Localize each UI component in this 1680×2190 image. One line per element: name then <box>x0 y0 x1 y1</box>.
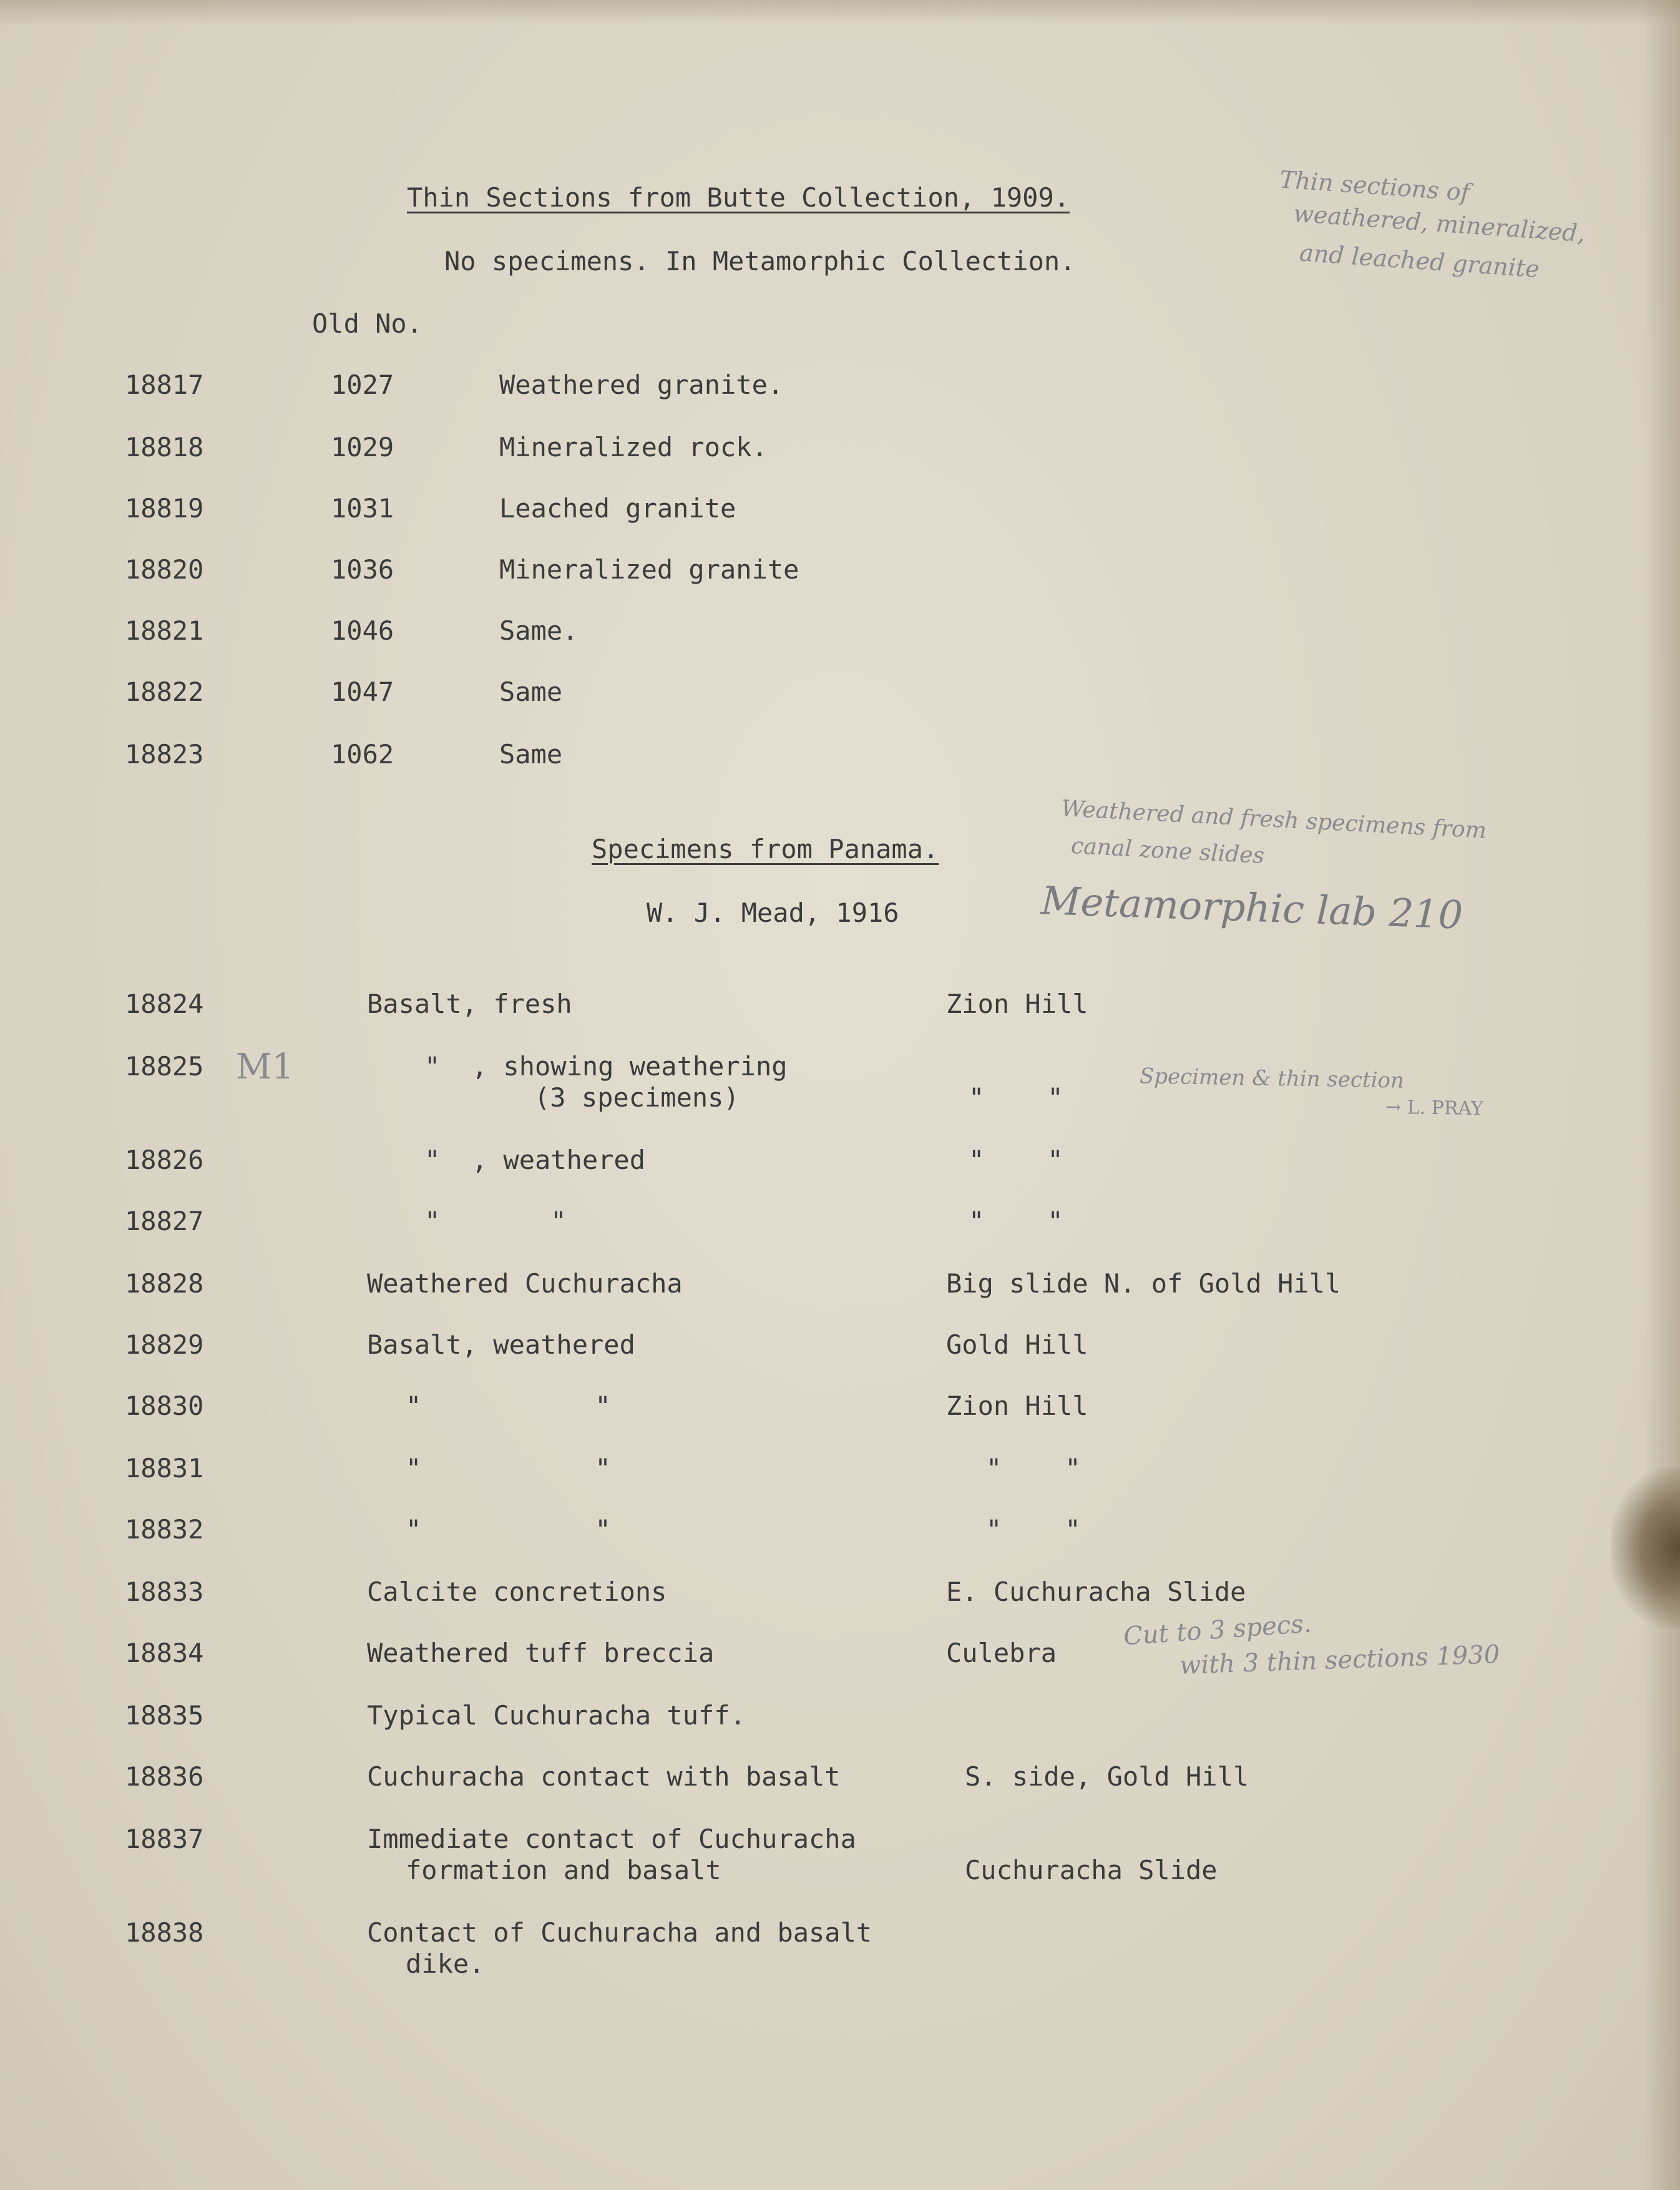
description: Same. <box>499 615 579 646</box>
catalog-number: 18827 <box>125 1206 204 1236</box>
handwritten-mark-m1: M1 <box>236 1047 294 1087</box>
location: Zion Hill <box>946 989 1088 1019</box>
description: Weathered Cuchuracha <box>367 1268 683 1299</box>
location: Zion Hill <box>946 1391 1088 1421</box>
section2-subtitle: W. J. Mead, 1916 <box>647 897 899 928</box>
location: Gold Hill <box>946 1329 1088 1360</box>
description: " , showing weathering <box>424 1051 788 1082</box>
handwritten-line: and leached granite <box>1298 238 1541 283</box>
handwritten-metamorphic-lab: Metamorphic lab 210 <box>1040 877 1464 938</box>
description: Weathered tuff breccia <box>367 1638 715 1668</box>
description-continued: (3 specimens) <box>534 1082 740 1113</box>
catalog-number: 18835 <box>125 1700 204 1731</box>
handwritten-line: Weathered and fresh specimens from <box>1060 796 1487 844</box>
old-number: 1036 <box>331 554 394 585</box>
old-number: 1047 <box>331 677 394 707</box>
description: Calcite concretions <box>367 1577 667 1607</box>
description: Same <box>499 739 563 770</box>
catalog-number: 18833 <box>125 1577 204 1607</box>
old-number: 1046 <box>331 615 394 646</box>
catalog-number: 18821 <box>125 615 204 646</box>
section1-title: Thin Sections from Butte Collection, 1909. <box>407 182 1070 213</box>
catalog-number: 18829 <box>125 1329 204 1360</box>
old-number: 1031 <box>331 493 394 524</box>
handwritten-line: with 3 thin sections 1930 <box>1179 1640 1500 1680</box>
catalog-number: 18828 <box>125 1268 204 1299</box>
description: Basalt, weathered <box>367 1329 635 1360</box>
location: " " <box>986 1453 1081 1484</box>
description: Same <box>499 677 563 707</box>
description: Mineralized granite <box>499 554 799 585</box>
handwritten-line: Specimen & thin section <box>1139 1063 1405 1093</box>
description: " , weathered <box>424 1145 646 1175</box>
handwritten-line: Cut to 3 specs. <box>1122 1609 1312 1651</box>
catalog-number: 18820 <box>125 554 204 585</box>
paper-edge-top <box>0 0 1680 25</box>
description: " " <box>424 1206 567 1236</box>
catalog-number: 18834 <box>125 1638 204 1668</box>
catalog-number: 18826 <box>125 1145 204 1175</box>
handwritten-line: → L. PRAY <box>1385 1096 1484 1120</box>
catalog-number: 18836 <box>125 1761 204 1792</box>
location: Big slide N. of Gold Hill <box>946 1268 1341 1299</box>
handwritten-line: Thin sections of <box>1278 165 1471 207</box>
catalog-number: 18831 <box>125 1453 204 1484</box>
location: " " <box>969 1206 1063 1236</box>
catalog-number: 18832 <box>125 1514 204 1545</box>
description: " " <box>406 1453 611 1484</box>
old-number: 1029 <box>331 432 394 462</box>
handwritten-line: weathered, mineralized, <box>1292 199 1586 248</box>
handwritten-line: canal zone slides <box>1070 833 1266 869</box>
water-stain <box>1611 1467 1680 1629</box>
catalog-number: 18823 <box>125 739 204 770</box>
description-continued: formation and basalt <box>406 1855 721 1885</box>
section1-subtitle: No specimens. In Metamorphic Collection. <box>444 246 1076 276</box>
location: " " <box>986 1514 1081 1545</box>
description: Mineralized rock. <box>499 432 768 462</box>
catalog-number: 18817 <box>125 369 204 400</box>
section2-title: Specimens from Panama. <box>592 834 939 864</box>
catalog-number: 18819 <box>125 493 204 524</box>
description: Leached granite <box>499 493 736 524</box>
location: " " <box>969 1082 1063 1113</box>
location: S. side, Gold Hill <box>965 1761 1249 1792</box>
old-no-header: Old No. <box>312 308 423 339</box>
paper-edge-right <box>1643 0 1680 2190</box>
old-number: 1027 <box>331 369 394 400</box>
catalog-number: 18825 <box>125 1051 204 1082</box>
description: Typical Cuchuracha tuff. <box>367 1700 746 1731</box>
catalog-number: 18822 <box>125 677 204 707</box>
catalog-number: 18824 <box>125 989 204 1019</box>
description-continued: dike. <box>406 1948 485 1979</box>
catalog-number: 18838 <box>125 1917 204 1948</box>
description: Cuchuracha contact with basalt <box>367 1761 841 1792</box>
catalog-number: 18830 <box>125 1391 204 1421</box>
location: Culebra <box>946 1638 1057 1668</box>
location: Cuchuracha Slide <box>965 1855 1218 1885</box>
description: Basalt, fresh <box>367 989 572 1019</box>
location: E. Cuchuracha Slide <box>946 1577 1246 1607</box>
description: " " <box>406 1391 611 1421</box>
description: Contact of Cuchuracha and basalt <box>367 1917 872 1948</box>
location: " " <box>969 1145 1063 1175</box>
old-number: 1062 <box>331 739 394 770</box>
description: Weathered granite. <box>499 369 784 400</box>
description: " " <box>406 1514 611 1545</box>
catalog-number: 18818 <box>125 432 204 462</box>
description: Immediate contact of Cuchuracha <box>367 1824 856 1854</box>
catalog-number: 18837 <box>125 1824 204 1854</box>
